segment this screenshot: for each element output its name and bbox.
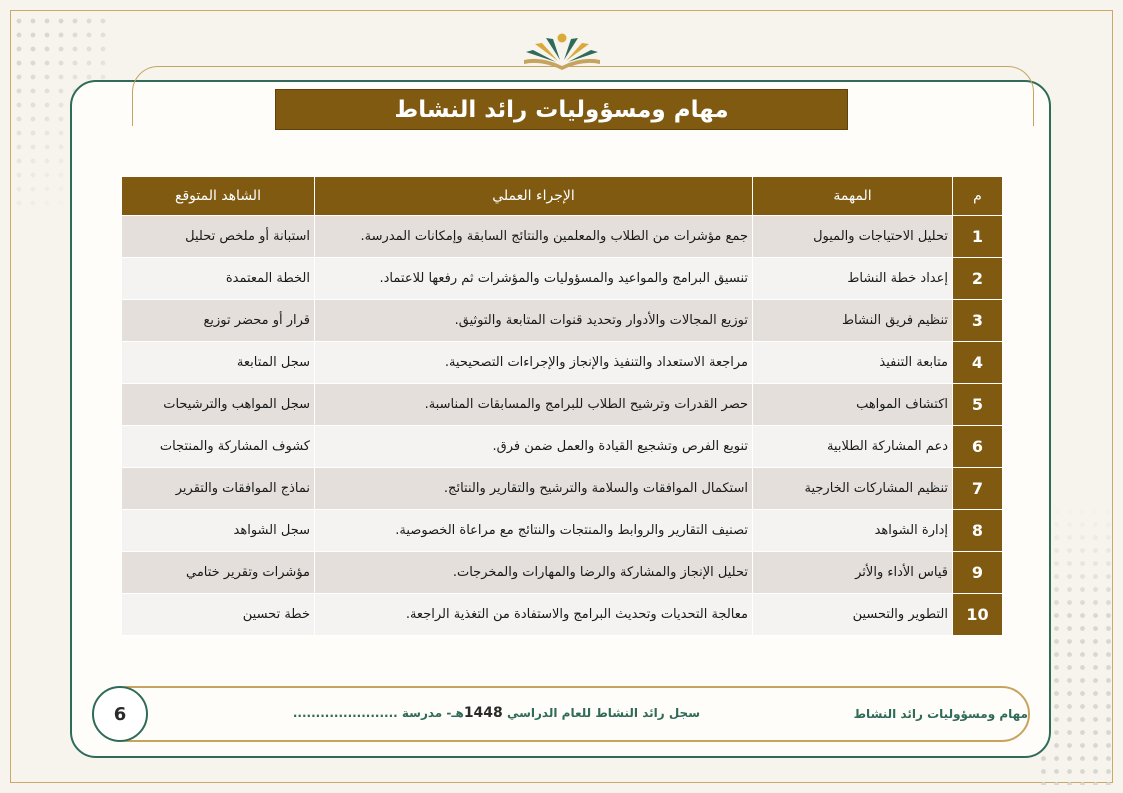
- table-row: [122, 216, 1003, 258]
- header-procedure: الإجراء العملي: [315, 177, 753, 216]
- row-number: 9: [953, 552, 1003, 594]
- row-number: 10: [953, 594, 1003, 636]
- row-number: 7: [953, 468, 1003, 510]
- footer-year: 1448: [463, 705, 503, 721]
- row-evidence: قرار أو محضر توزيع: [122, 300, 315, 342]
- row-evidence: سجل المتابعة: [122, 342, 315, 384]
- row-procedure: تحليل الإنجاز والمشاركة والرضا والمهارات والمخرجات.: [315, 552, 753, 594]
- row-task: تحليل الاحتياجات والميول: [753, 216, 953, 258]
- row-procedure: معالجة التحديات وتحديث البرامج والاستفادة من التغذية الراجعة.: [315, 594, 753, 636]
- row-evidence: سجل المواهب والترشيحات: [122, 384, 315, 426]
- row-evidence: كشوف المشاركة والمنتجات: [122, 426, 315, 468]
- row-number: 4: [953, 342, 1003, 384]
- tasks-table: [121, 176, 1003, 636]
- footer-suffix: هـ- مدرسة .......................: [292, 706, 464, 720]
- row-procedure: توزيع المجالات والأدوار وتحديد قنوات المتابعة والتوثيق.: [315, 300, 753, 342]
- row-procedure: حصر القدرات وترشيح الطلاب للبرامج والمسابقات المناسبة.: [315, 384, 753, 426]
- row-number: 8: [953, 510, 1003, 552]
- row-evidence: مؤشرات وتقرير ختامي: [122, 552, 315, 594]
- page-title: مهام ومسؤوليات رائد النشاط: [275, 89, 848, 130]
- row-number: 1: [953, 216, 1003, 258]
- row-evidence: الخطة المعتمدة: [122, 258, 315, 300]
- row-number: 5: [953, 384, 1003, 426]
- table-row: [122, 426, 1003, 468]
- row-task: اكتشاف المواهب: [753, 384, 953, 426]
- table-row: [122, 384, 1003, 426]
- row-task: متابعة التنفيذ: [753, 342, 953, 384]
- row-procedure: تنويع الفرص وتشجيع القيادة والعمل ضمن فرق.: [315, 426, 753, 468]
- row-task: إعداد خطة النشاط: [753, 258, 953, 300]
- row-number: 3: [953, 300, 1003, 342]
- footer-prefix: سجل رائد النشاط للعام الدراسي: [506, 706, 700, 720]
- header-evidence: الشاهد المتوقع: [122, 177, 315, 216]
- row-procedure: استكمال الموافقات والسلامة والترشيح والتقارير والنتائج.: [315, 468, 753, 510]
- row-procedure: مراجعة الاستعداد والتنفيذ والإنجاز والإجراءات التصحيحية.: [315, 342, 753, 384]
- row-evidence: سجل الشواهد: [122, 510, 315, 552]
- row-procedure: تصنيف التقارير والروابط والمنتجات والنتائج مع مراعاة الخصوصية.: [315, 510, 753, 552]
- row-number: 2: [953, 258, 1003, 300]
- table-row: [122, 594, 1003, 636]
- table-row: [122, 552, 1003, 594]
- row-evidence: استبانة أو ملخص تحليل: [122, 216, 315, 258]
- book-logo-icon: [520, 30, 604, 70]
- row-task: قياس الأداء والأثر: [753, 552, 953, 594]
- footer-record-text: [292, 705, 700, 721]
- header-num: م: [953, 177, 1003, 216]
- table-row: [122, 300, 1003, 342]
- table-row: [122, 510, 1003, 552]
- table-header-row: [122, 177, 1003, 216]
- row-task: تنظيم فريق النشاط: [753, 300, 953, 342]
- row-task: التطوير والتحسين: [753, 594, 953, 636]
- row-task: إدارة الشواهد: [753, 510, 953, 552]
- table-row: [122, 468, 1003, 510]
- page-number: 6: [92, 686, 148, 742]
- header-task: المهمة: [753, 177, 953, 216]
- row-evidence: خطة تحسين: [122, 594, 315, 636]
- row-procedure: جمع مؤشرات من الطلاب والمعلمين والنتائج السابقة وإمكانات المدرسة.: [315, 216, 753, 258]
- footer-section-title: مهام ومسؤوليات رائد النشاط: [853, 707, 1028, 721]
- row-number: 6: [953, 426, 1003, 468]
- table-row: [122, 258, 1003, 300]
- row-task: تنظيم المشاركات الخارجية: [753, 468, 953, 510]
- row-procedure: تنسيق البرامج والمواعيد والمسؤوليات والمؤشرات ثم رفعها للاعتماد.: [315, 258, 753, 300]
- row-task: دعم المشاركة الطلابية: [753, 426, 953, 468]
- table-row: [122, 342, 1003, 384]
- row-evidence: نماذج الموافقات والتقرير: [122, 468, 315, 510]
